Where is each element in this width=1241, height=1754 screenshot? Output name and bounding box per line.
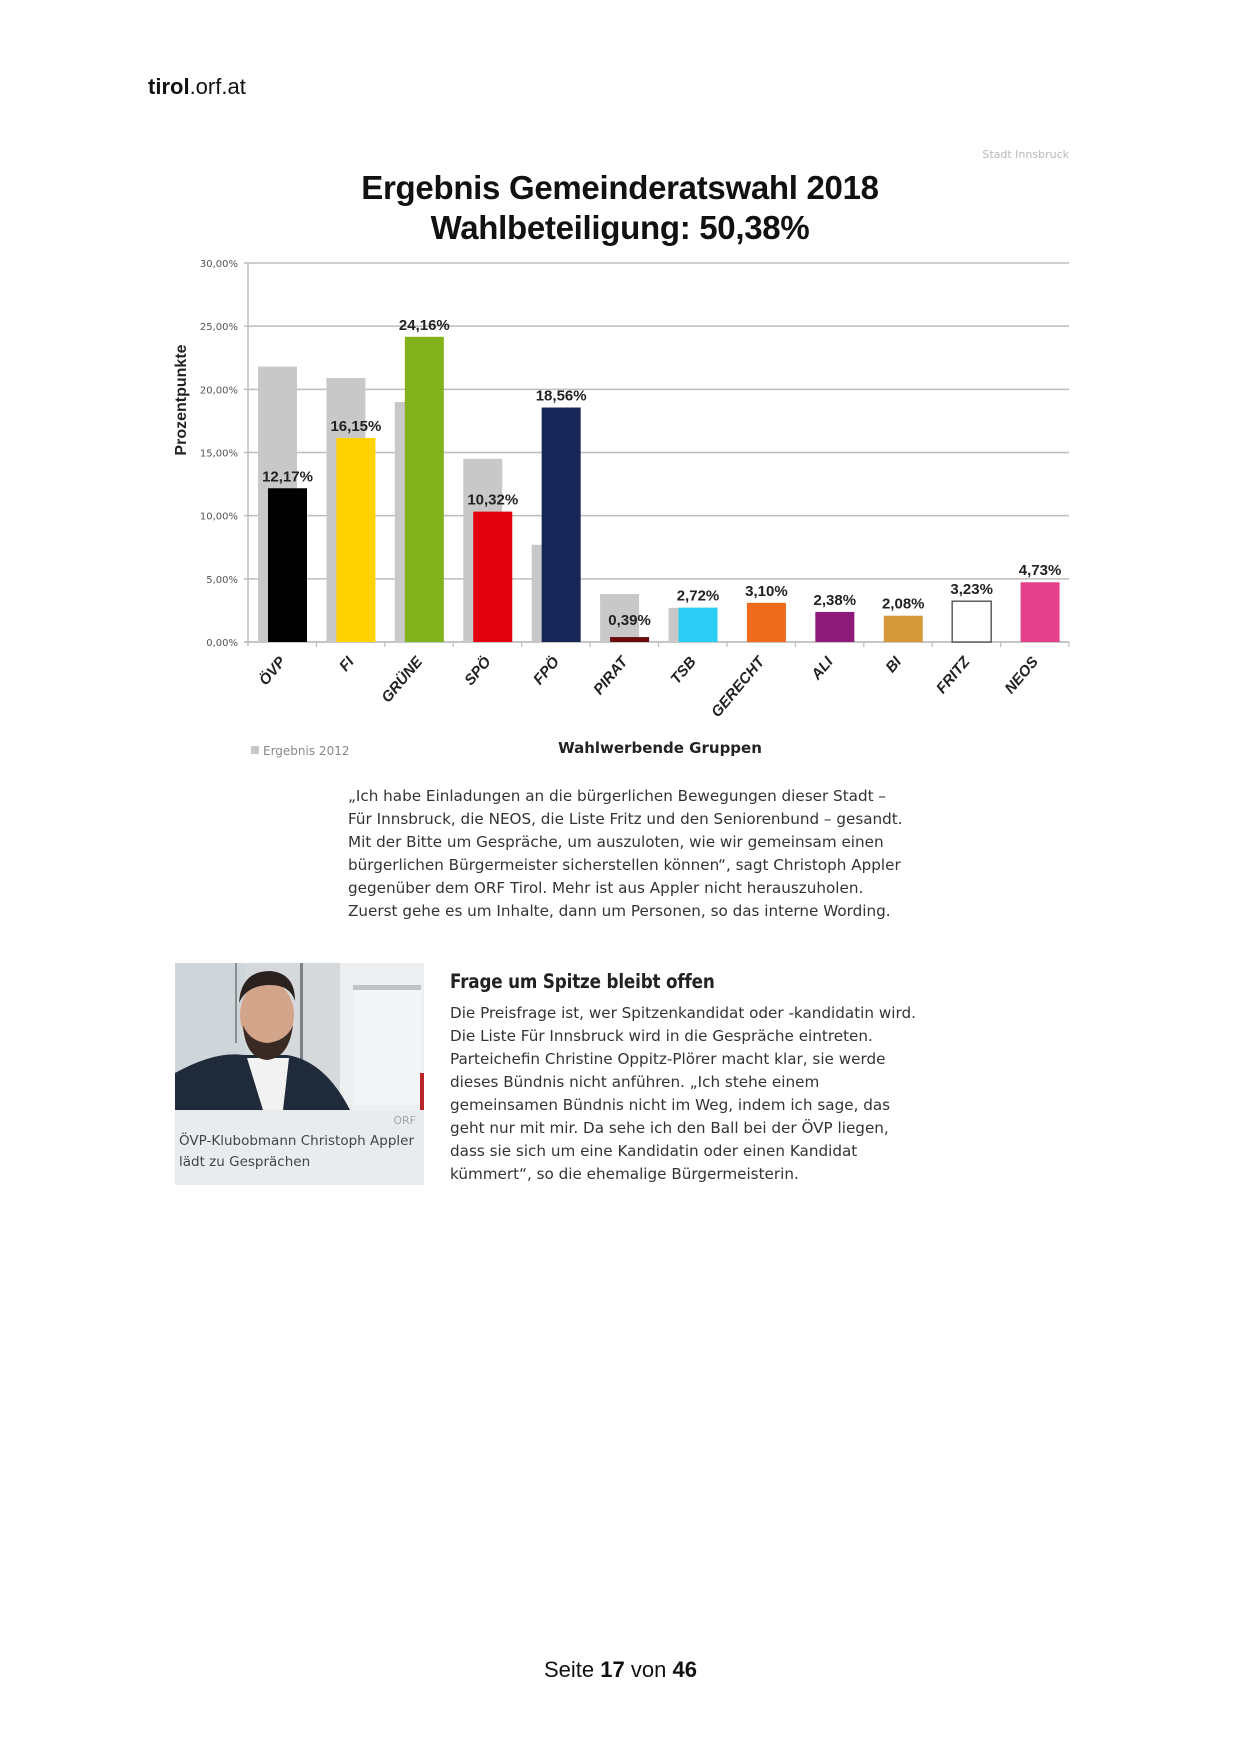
y-tick-label: 0,00% [206, 638, 238, 649]
data-label: 2,08% [881, 595, 925, 613]
article-subheading: Frage um Spitze bleibt offen [450, 970, 715, 993]
total-pages: 46 [672, 1657, 697, 1682]
x-tick-label: PIRAT [590, 653, 632, 699]
bar-2018 [268, 488, 307, 642]
article-paragraph: Die Preisfrage ist, wer Spitzenkandidat oder -kandidatin wird. Die Liste Für Innsbruck wird in die Gespräche eintreten. Parteichefin Christine Oppitz-Plörer macht klar, sie werde dieses Bündnis nicht anführen. „Ich stehe einem gemeinsamen Bündnis nicht im Weg, indem ich sage, das geht nur mit mir. Da sehe ich den Ball bei der ÖVP liegen, dass sie sich um eine Kandidatin oder einen Kandidat kümmert“, so die ehemalige Bürgermeisterin. [450, 1004, 916, 1183]
data-label: 18,56% [535, 387, 587, 405]
bar-2018 [952, 601, 991, 642]
y-tick-label: 10,00% [199, 511, 238, 523]
bar-2018 [747, 603, 786, 642]
photo-caption: ÖVP-Klubobmann Christoph Appler lädt zu Gesprächen [179, 1133, 414, 1170]
x-tick-label: FRITZ [933, 653, 974, 698]
y-axis-ticks [200, 259, 238, 649]
photo-figure [175, 963, 424, 1185]
data-label: 24,16% [398, 316, 450, 334]
page-middle: von [630, 1657, 667, 1682]
bar-2018 [884, 616, 923, 642]
data-label: 3,23% [950, 581, 993, 599]
current-page: 17 [600, 1657, 625, 1682]
x-tick-label: GRÜNE [378, 653, 427, 707]
data-label: 2,72% [676, 587, 720, 605]
site-name-bold: tirol [148, 74, 190, 99]
bar-2018 [336, 438, 375, 642]
site-name [148, 74, 246, 100]
bar-2018 [473, 512, 512, 642]
page-footer [0, 1657, 1241, 1683]
page-prefix: Seite [544, 1657, 595, 1682]
x-axis-label: Wahlwerbende Gruppen [558, 739, 762, 757]
y-tick-label: 25,00% [199, 322, 238, 334]
x-tick-label: FI [336, 653, 358, 675]
x-axis-ticks [256, 642, 1069, 721]
y-tick-label: 30,00% [199, 259, 238, 270]
x-tick-label: NEOS [1001, 653, 1042, 698]
y-tick-label: 20,00% [199, 385, 238, 397]
article-quote: „Ich habe Einladungen an die bürgerlichen Bewegungen dieser Stadt – Für Innsbruck, die NEOS, die Liste Fritz und den Seniorenbund – gesandt. Mit der Bitte um Gespräche, um auszuloten, wie wir gemeinsam einen bürgerlichen Bürgermeister sicherstellen können“, sagt Christoph Appler gegenüber dem ORF Tirol. Mehr ist aus Appler nicht herauszuholen. Zuerst gehe es um Inhalte, dann um Personen, so das interne Wording. [348, 787, 903, 920]
portrait-photo[interactable] [175, 963, 424, 1110]
data-label: 16,15% [330, 417, 382, 435]
chart-title-block [250, 168, 990, 248]
x-tick-label: TSB [667, 653, 700, 688]
chart-subtitle: Wahlbeteiligung: 50,38% [430, 209, 810, 246]
election-bar-chart [150, 250, 1080, 770]
x-tick-label: FPÖ [530, 653, 563, 689]
legend-label-2012: Ergebnis 2012 [263, 744, 350, 758]
bar-2018 [815, 612, 854, 642]
data-label: 3,10% [745, 582, 788, 600]
x-tick-label: GERECHT [708, 653, 769, 721]
data-labels [262, 317, 1061, 629]
data-label: 2,38% [813, 591, 857, 609]
x-tick-label: ALI [808, 653, 837, 684]
x-tick-label: ÖVP [255, 653, 290, 689]
x-tick-label: SPÖ [461, 653, 495, 689]
person-photo-icon [175, 963, 424, 1110]
bar-2018 [1021, 582, 1060, 642]
bar-2018 [679, 608, 718, 642]
data-label: 0,39% [608, 612, 651, 630]
data-label: 10,32% [467, 491, 519, 509]
y-tick-label: 5,00% [206, 574, 238, 586]
bar-2018 [542, 408, 581, 642]
chart-title: Ergebnis Gemeinderatswahl 2018 [361, 169, 879, 206]
x-tick-label: BI [882, 653, 906, 677]
legend-swatch-2012 [251, 746, 259, 754]
site-name-domain: .orf.at [189, 74, 246, 99]
y-axis-label: Prozentpunkte [173, 344, 190, 456]
photo-credit: ORF [393, 1114, 416, 1127]
bars [258, 337, 1060, 642]
data-label: 4,73% [1018, 562, 1062, 580]
y-tick-label: 15,00% [199, 448, 238, 460]
bar-2018 [610, 637, 649, 642]
chart-source-credit: Stadt Innsbruck [982, 148, 1069, 161]
data-label: 12,17% [262, 468, 313, 486]
bar-2018 [405, 337, 444, 642]
